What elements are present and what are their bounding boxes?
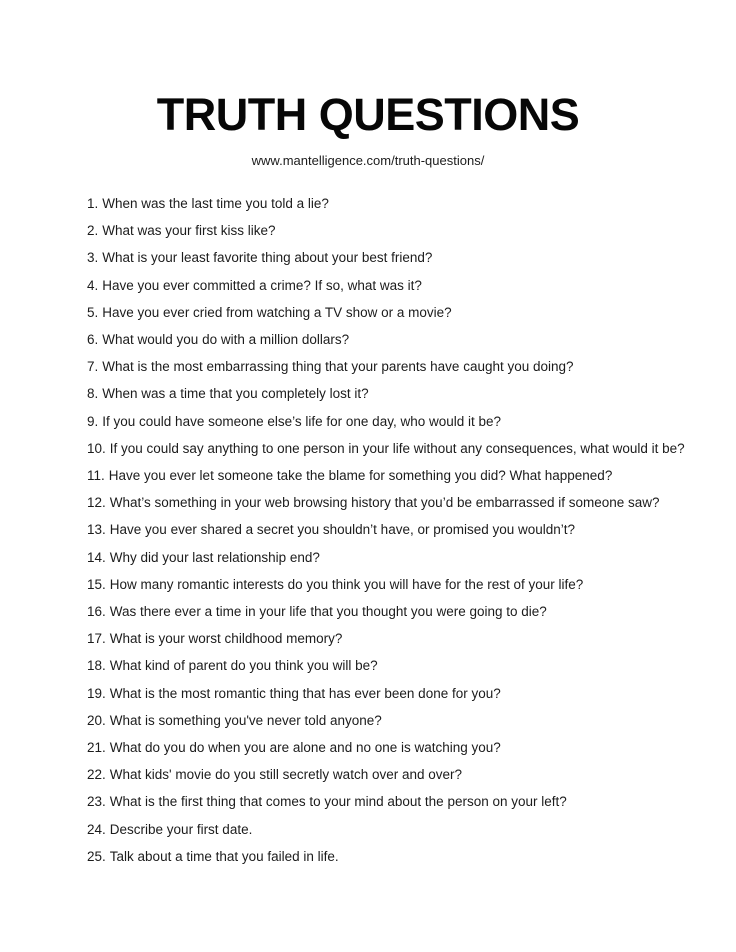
question-item xyxy=(87,516,696,543)
question-text: How many romantic interests do you think you will have for the rest of your life? xyxy=(109,576,584,592)
question-number: 22. xyxy=(87,767,106,783)
question-text: Have you ever shared a secret you shouldn’t have, or promised you wouldn’t? xyxy=(109,522,576,538)
question-number: 6. xyxy=(87,332,99,348)
question-item xyxy=(87,761,696,788)
question-number: 5. xyxy=(87,304,99,320)
question-item xyxy=(87,843,696,870)
question-item xyxy=(87,571,696,598)
question-number: 3. xyxy=(87,250,99,266)
question-text: Talk about a time that you failed in life. xyxy=(109,848,339,864)
question-item xyxy=(87,272,696,299)
question-number: 25. xyxy=(87,848,106,864)
question-number: 4. xyxy=(87,277,99,293)
question-number: 19. xyxy=(87,685,106,701)
question-text: If you could have someone else’s life for one day, who would it be? xyxy=(102,413,502,429)
question-number: 23. xyxy=(87,794,106,810)
question-number: 13. xyxy=(87,522,106,538)
question-item xyxy=(87,408,696,435)
question-text: What was your first kiss like? xyxy=(102,223,276,239)
question-text: What’s something in your web browsing history that you’d be embarrassed if someone saw? xyxy=(109,495,660,511)
question-text: Why did your last relationship end? xyxy=(109,549,320,565)
question-text: Was there ever a time in your life that you thought you were going to die? xyxy=(109,604,547,620)
question-item xyxy=(87,707,696,734)
question-item xyxy=(87,734,696,761)
question-text: What is the most embarrassing thing that your parents have caught you doing? xyxy=(102,359,574,375)
question-text: What do you do when you are alone and no one is watching you? xyxy=(109,740,501,756)
question-item xyxy=(87,244,696,271)
question-text: What kind of parent do you think you will be? xyxy=(109,658,378,674)
question-item xyxy=(87,299,696,326)
question-number: 7. xyxy=(87,359,99,375)
question-text: What is the first thing that comes to your mind about the person on your left? xyxy=(109,794,567,810)
question-number: 15. xyxy=(87,576,106,592)
question-item xyxy=(87,788,696,815)
question-text: When was the last time you told a lie? xyxy=(102,196,329,211)
question-text: Describe your first date. xyxy=(109,821,253,837)
question-item xyxy=(87,652,696,679)
source-url: www.mantelligence.com/truth-questions/ xyxy=(251,153,485,168)
question-number: 16. xyxy=(87,604,106,620)
question-text: What is something you've never told anyone? xyxy=(109,712,382,728)
question-number: 17. xyxy=(87,631,106,647)
question-text: What is your least favorite thing about your best friend? xyxy=(102,250,433,266)
question-number: 20. xyxy=(87,712,106,728)
question-item xyxy=(87,190,696,217)
question-number: 18. xyxy=(87,658,106,674)
question-text: Have you ever committed a crime? If so, what was it? xyxy=(102,277,422,293)
question-number: 11. xyxy=(87,468,105,484)
question-item xyxy=(87,680,696,707)
page-title: TRUTH QUESTIONS xyxy=(156,89,580,140)
question-number: 10. xyxy=(87,440,106,456)
question-number: 9. xyxy=(87,413,99,429)
question-item xyxy=(87,816,696,843)
question-item xyxy=(87,489,696,516)
question-number: 12. xyxy=(87,495,106,511)
question-item xyxy=(87,217,696,244)
question-item xyxy=(87,598,696,625)
question-text: What is the most romantic thing that has ever been done for you? xyxy=(109,685,501,701)
question-item xyxy=(87,544,696,571)
question-item xyxy=(87,353,696,380)
question-number: 8. xyxy=(87,386,99,402)
question-text: When was a time that you completely lost it? xyxy=(102,386,369,402)
question-number: 24. xyxy=(87,821,106,837)
question-text: What is your worst childhood memory? xyxy=(109,631,343,647)
question-number: 14. xyxy=(87,549,106,565)
question-item xyxy=(87,326,696,353)
question-item xyxy=(87,625,696,652)
question-text: Have you ever cried from watching a TV show or a movie? xyxy=(102,304,452,320)
question-text: If you could say anything to one person in your life without any consequences, what would it be? xyxy=(109,440,685,456)
question-number: 21. xyxy=(87,740,106,756)
question-item xyxy=(87,380,696,407)
question-text: Have you ever let someone take the blame for something you did? What happened? xyxy=(108,468,613,484)
question-text: What would you do with a million dollars? xyxy=(102,332,350,348)
question-text: What kids' movie do you still secretly watch over and over? xyxy=(109,767,463,783)
question-item xyxy=(87,462,696,489)
question-number: 2. xyxy=(87,223,99,239)
question-list xyxy=(87,190,696,870)
question-item xyxy=(87,435,696,462)
question-number: 1. xyxy=(87,196,99,211)
